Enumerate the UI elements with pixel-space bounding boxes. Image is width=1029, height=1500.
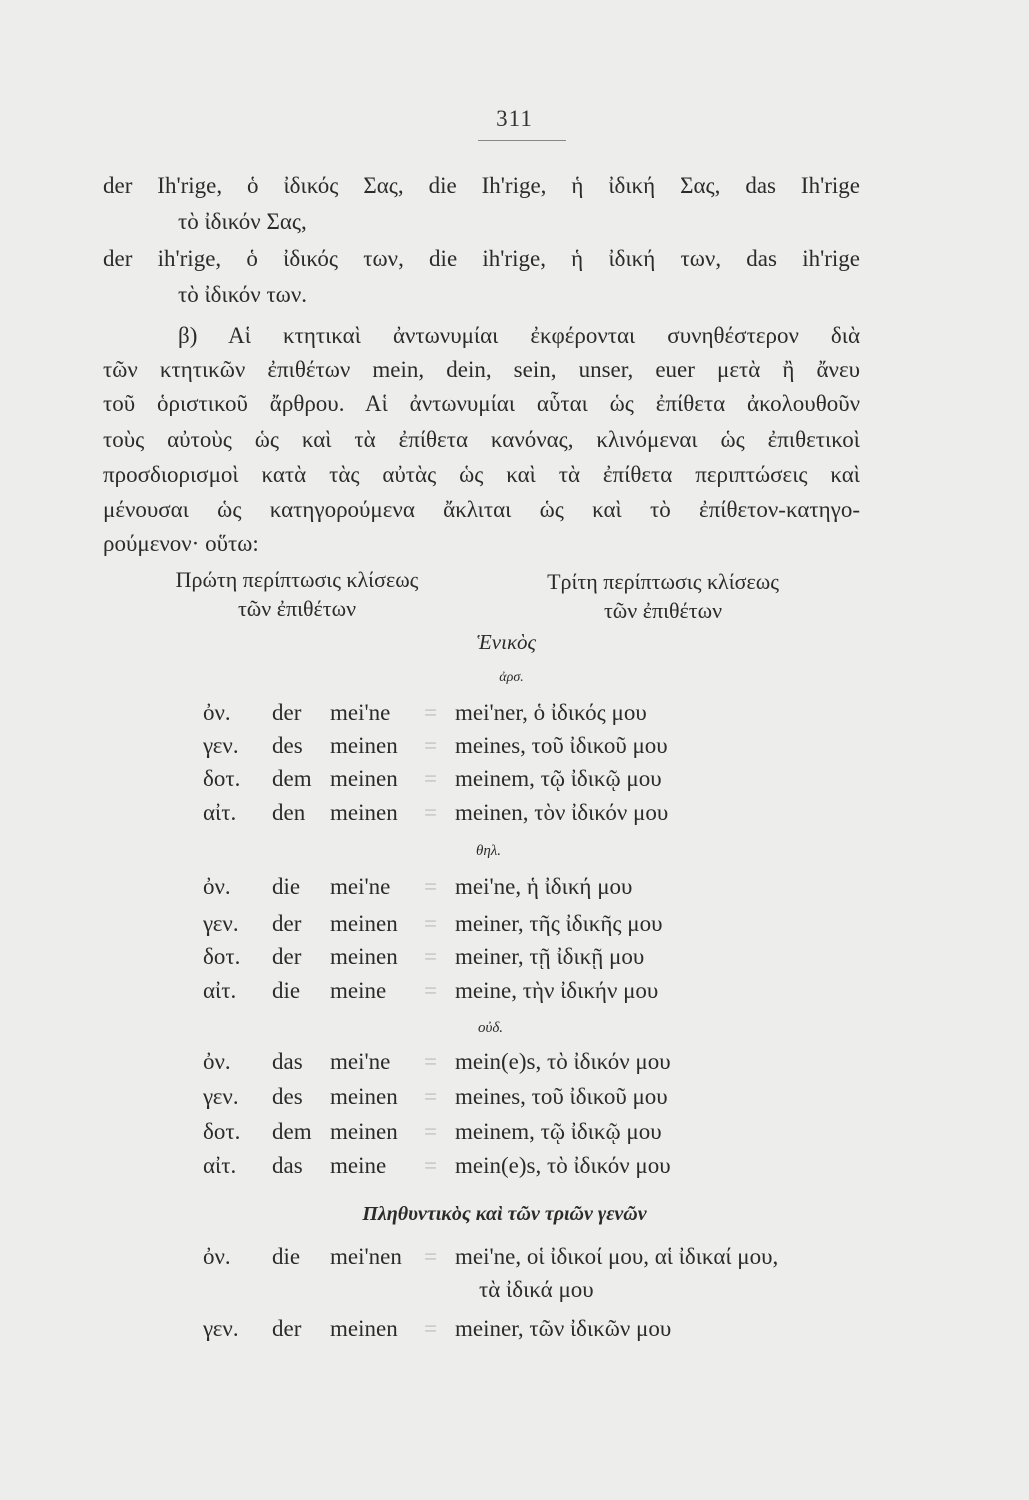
word-form: meinen [330,944,398,969]
translation: meines, τοῦ ἰδικοῦ μου [455,733,668,758]
declension-row [0,1084,1029,1114]
declension-row [0,978,1029,1008]
translation: meiner, τῶν ἰδικῶν μου [455,1316,672,1341]
article: der [272,944,302,969]
article: das [272,1049,303,1074]
translation: mei'ner, ὁ ἰδικός μου [455,700,647,725]
article: die [272,874,301,899]
case-label: αἰτ. [203,978,237,1003]
equals-sign: = [424,1084,437,1109]
word-form: meinen [330,1316,398,1341]
left-column-subheading: τῶν ἐπιθέτων [237,596,357,621]
case-label: αἰτ. [203,800,237,825]
intro-line: τὸ ἰδικόν των. [178,282,307,307]
word-form: meinen [330,800,398,825]
equals-sign: = [424,911,437,936]
declension-row [0,1049,1029,1079]
case-label: γεν. [203,911,239,936]
paragraph-line: τοῦ ὁριστικοῦ ἄρθρου. Αἱ ἀντωνυμίαι αὗται ὡς ἐπίθετα ἀκολουθοῦν [103,391,860,416]
neuter-label: οὐδ. [477,1020,504,1036]
declension-row [0,911,1029,941]
word-form: meinen [330,1084,398,1109]
word-form: meine [330,978,387,1003]
intro-line: τὸ ἰδικόν Σας, [178,209,307,234]
declension-row [0,874,1029,904]
equals-sign: = [424,1244,437,1269]
paragraph-line: προσδιορισμοὶ κατὰ τὰς αὐτὰς ὡς καὶ τὰ ἐπίθετα περιπτώσεις καὶ [103,462,860,487]
paragraph-line: τοὺς αὐτοὺς ὡς καὶ τὰ ἐπίθετα κανόνας, κλινόμεναι ὡς ἐπιθετικοὶ [103,427,860,452]
right-column-heading: Τρίτη περίπτωσις κλίσεως [547,569,779,594]
word-form: meinen [330,1119,398,1144]
translation: meine, τὴν ἰδικήν μου [455,978,659,1003]
declension-row [0,800,1029,830]
article: dem [272,1119,312,1144]
word-form: meine [330,1153,387,1178]
translation: meinem, τῷ ἰδικῷ μου [455,766,662,791]
word-form: meinen [330,733,398,758]
word-form: mei'ne [330,874,391,899]
article: der [272,1316,302,1341]
article: des [272,1084,303,1109]
declension-row [0,700,1029,730]
translation-continuation: τὰ ἰδικά μου [479,1277,594,1302]
article: das [272,1153,303,1178]
case-label: δοτ. [203,944,241,969]
word-form: mei'nen [330,1244,402,1269]
translation: meines, τοῦ ἰδικοῦ μου [455,1084,668,1109]
case-label: ὀν. [203,1049,231,1074]
article: dem [272,766,312,791]
intro-line: der ih'rige, ὁ ἰδικός των, die ih'rige, ἡ ἰδική των, das ih'rige [103,246,860,271]
article: des [272,733,303,758]
article: der [272,911,302,936]
translation: mein(e)s, τὸ ἰδικόν μου [455,1049,671,1074]
right-column-subheading: τῶν ἐπιθέτων [603,598,723,623]
page-number: 311 [496,106,533,131]
word-form: mei'ne [330,700,391,725]
plural-label: Πληθυντικὸς καὶ τῶν τριῶν γενῶν [362,1203,647,1225]
word-form: meinen [330,766,398,791]
masculine-label: ἀρσ. [499,670,524,685]
feminine-label: θηλ. [475,843,502,859]
case-label: δοτ. [203,1119,241,1144]
case-label: γεν. [203,733,239,758]
declension-row [0,1244,1029,1274]
equals-sign: = [424,733,437,758]
translation: mei'ne, ἡ ἰδική μου [455,874,633,899]
singular-label: Ἑνικὸς [476,630,537,654]
case-label: ὀν. [203,700,231,725]
equals-sign: = [424,1049,437,1074]
equals-sign: = [424,800,437,825]
declension-row [0,766,1029,796]
declension-row [0,1119,1029,1149]
translation: mei'ne, οἱ ἰδικοί μου, αἱ ἰδικαί μου, [455,1244,779,1269]
article: die [272,1244,301,1269]
case-label: ὀν. [203,874,231,899]
case-label: δοτ. [203,766,241,791]
equals-sign: = [424,766,437,791]
case-label: ὀν. [203,1244,231,1269]
declension-row [0,944,1029,974]
paragraph-line: μένουσαι ὡς κατηγορούμενα ἄκλιται ὡς καὶ τὸ ἐπίθετον-κατηγο- [103,497,860,522]
case-label: αἰτ. [203,1153,237,1178]
translation: meiner, τῇ ἰδικῇ μου [455,944,645,969]
translation: meinem, τῷ ἰδικῷ μου [455,1119,662,1144]
equals-sign: = [424,978,437,1003]
declension-row [0,1316,1029,1346]
word-form: mei'ne [330,1049,391,1074]
paragraph-line: ρούμενον· οὕτω: [103,531,259,556]
intro-line: der Ih'rige, ὁ ἰδικός Σας, die Ih'rige, ἡ ἰδική Σας, das Ih'rige [103,173,860,198]
equals-sign: = [424,1316,437,1341]
declension-row [0,733,1029,763]
case-label: γεν. [203,1316,239,1341]
translation: mein(e)s, τὸ ἰδικόν μου [455,1153,671,1178]
left-column-heading: Πρώτη περίπτωσις κλίσεως [175,567,419,592]
case-label: γεν. [203,1084,239,1109]
declension-row [0,1153,1029,1183]
translation: meiner, τῆς ἰδικῆς μου [455,911,663,936]
paragraph-line: τῶν κτητικῶν ἐπιθέτων mein, dein, sein, unser, euer μετὰ ἢ ἄνευ [103,357,860,382]
translation: meinen, τὸν ἰδικόν μου [455,800,669,825]
paragraph-line: β) Αἱ κτητικαὶ ἀντωνυμίαι ἐκφέρονται συνηθέστερον διὰ [178,323,860,348]
equals-sign: = [424,874,437,899]
equals-sign: = [424,1153,437,1178]
equals-sign: = [424,944,437,969]
equals-sign: = [424,1119,437,1144]
page-number-rule [478,140,566,141]
word-form: meinen [330,911,398,936]
equals-sign: = [424,700,437,725]
article: die [272,978,301,1003]
article: den [272,800,306,825]
article: der [272,700,302,725]
